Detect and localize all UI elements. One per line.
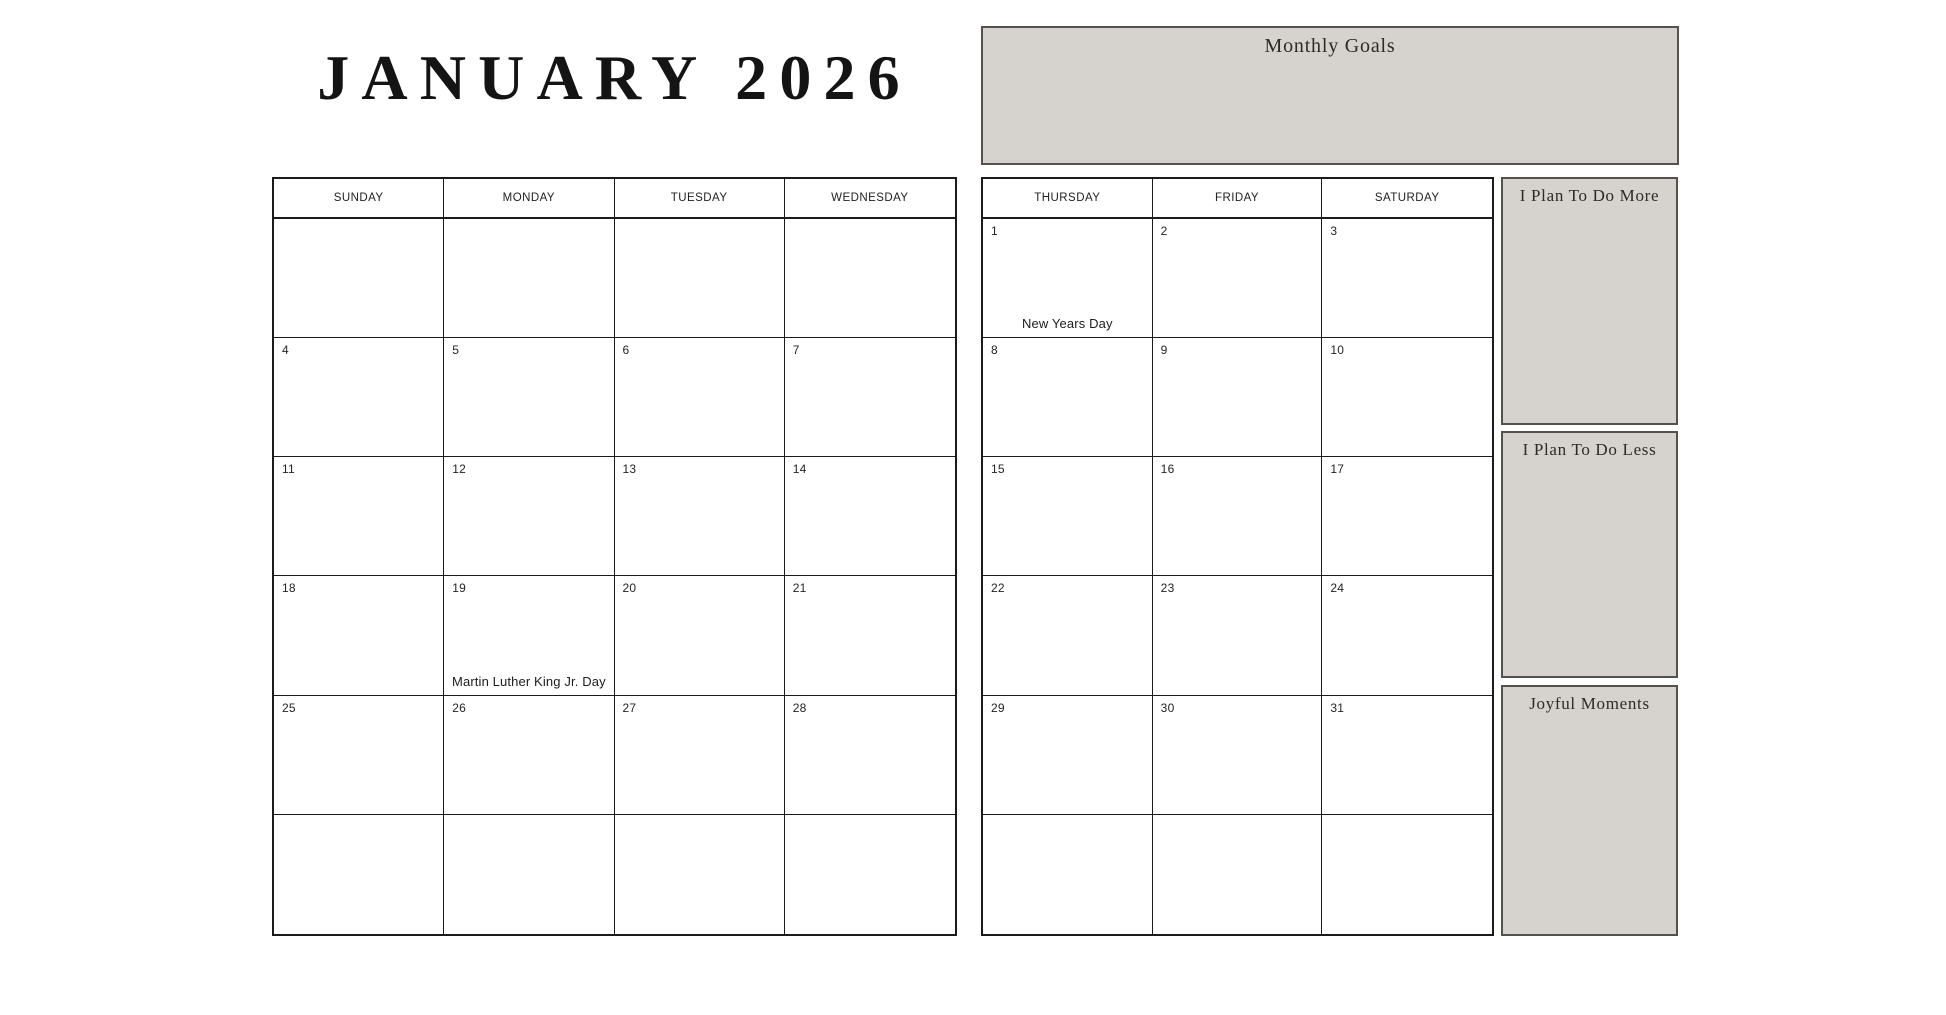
day-cell-20[interactable] (615, 576, 785, 695)
day-cell-11[interactable] (274, 457, 444, 576)
date-number: 10 (1330, 343, 1345, 358)
day-cell-6[interactable] (615, 338, 785, 457)
day-cell-3[interactable] (1322, 219, 1492, 338)
day-cell-9[interactable] (1153, 338, 1323, 457)
day-cell-30[interactable] (1153, 696, 1323, 815)
day-cell-empty[interactable] (274, 219, 444, 338)
date-number: 29 (991, 700, 1005, 715)
date-number: 28 (792, 700, 807, 715)
date-number: 24 (1330, 581, 1345, 596)
date-number: 14 (792, 462, 807, 477)
date-number: 15 (991, 462, 1005, 477)
day-cell-21[interactable] (785, 576, 955, 695)
day-cell-22[interactable] (983, 576, 1153, 695)
date-number: 2 (1160, 224, 1168, 238)
day-header-friday: FRIDAY (1153, 179, 1323, 219)
day-cell-10[interactable] (1322, 338, 1492, 457)
day-cell-empty[interactable] (785, 815, 955, 934)
day-cell-empty[interactable] (785, 219, 955, 338)
monthly-goals-box[interactable] (981, 26, 1679, 165)
day-header-thursday: THURSDAY (983, 179, 1153, 219)
date-number: 4 (282, 343, 289, 358)
day-header-sunday: SUNDAY (274, 179, 444, 219)
date-number: 26 (452, 700, 467, 715)
day-cell-16[interactable] (1153, 457, 1323, 576)
day-cell-empty[interactable] (615, 219, 785, 338)
plan-to-do-less-label: I Plan To Do Less (1522, 440, 1657, 459)
day-cell-18[interactable] (274, 576, 444, 695)
date-number: 23 (1160, 581, 1175, 596)
day-cell-empty[interactable] (274, 815, 444, 934)
day-cell-7[interactable] (785, 338, 955, 457)
calendar-grid-thu-sat (981, 177, 1494, 936)
day-header-monday: MONDAY (444, 179, 614, 219)
date-number: 18 (282, 581, 296, 596)
date-number: 6 (622, 343, 630, 358)
day-cell-28[interactable] (785, 696, 955, 815)
date-number: 3 (1330, 224, 1338, 238)
day-cell-empty[interactable] (444, 815, 614, 934)
day-cell-8[interactable] (983, 338, 1153, 457)
day-cell-15[interactable] (983, 457, 1153, 576)
date-number: 12 (452, 462, 467, 477)
plan-to-do-more-label: I Plan To Do More (1519, 186, 1660, 205)
monthly-goals-label: Monthly Goals (1264, 35, 1396, 57)
day-cell-2[interactable] (1153, 219, 1323, 338)
day-cell-empty[interactable] (983, 815, 1153, 934)
day-cell-26[interactable] (444, 696, 614, 815)
day-cell-5[interactable] (444, 338, 614, 457)
day-header-wednesday: WEDNESDAY (785, 179, 955, 219)
day-cell-14[interactable] (785, 457, 955, 576)
day-cell-13[interactable] (615, 457, 785, 576)
date-number: 16 (1160, 462, 1175, 477)
date-number: 21 (792, 581, 807, 596)
day-cell-24[interactable] (1322, 576, 1492, 695)
page-title: JANUARY 2026 (317, 42, 912, 113)
date-number: 19 (452, 581, 467, 596)
day-cell-empty[interactable] (444, 219, 614, 338)
day-cell-12[interactable] (444, 457, 614, 576)
holiday-label: New Years Day (1022, 316, 1113, 332)
day-cell-31[interactable] (1322, 696, 1492, 815)
day-cell-empty[interactable] (1153, 815, 1323, 934)
date-number: 8 (991, 343, 998, 358)
holiday-label: Martin Luther King Jr. Day (452, 673, 606, 689)
day-header-saturday: SATURDAY (1322, 179, 1492, 219)
day-header-tuesday: TUESDAY (615, 179, 785, 219)
date-number: 22 (991, 581, 1005, 596)
date-number: 31 (1330, 700, 1345, 715)
date-number: 7 (792, 343, 800, 358)
date-number: 17 (1330, 462, 1345, 477)
date-number: 25 (282, 700, 296, 715)
day-cell-23[interactable] (1153, 576, 1323, 695)
calendar-grid-sun-wed (272, 177, 957, 936)
date-number: 9 (1160, 343, 1168, 358)
day-cell-25[interactable] (274, 696, 444, 815)
date-number: 5 (452, 343, 460, 358)
day-cell-empty[interactable] (1322, 815, 1492, 934)
date-number: 1 (991, 224, 998, 238)
plan-to-do-more-box[interactable] (1501, 177, 1678, 425)
joyful-moments-box[interactable] (1501, 685, 1678, 936)
date-number: 11 (282, 462, 295, 477)
date-number: 13 (622, 462, 637, 477)
day-cell-19[interactable] (444, 576, 614, 695)
day-cell-4[interactable] (274, 338, 444, 457)
date-number: 27 (622, 700, 637, 715)
day-cell-1[interactable] (983, 219, 1153, 338)
day-cell-empty[interactable] (615, 815, 785, 934)
day-cell-17[interactable] (1322, 457, 1492, 576)
date-number: 20 (622, 581, 637, 596)
date-number: 30 (1160, 700, 1175, 715)
day-cell-29[interactable] (983, 696, 1153, 815)
plan-to-do-less-box[interactable] (1501, 431, 1678, 678)
joyful-moments-label: Joyful Moments (1529, 694, 1650, 713)
day-cell-27[interactable] (615, 696, 785, 815)
